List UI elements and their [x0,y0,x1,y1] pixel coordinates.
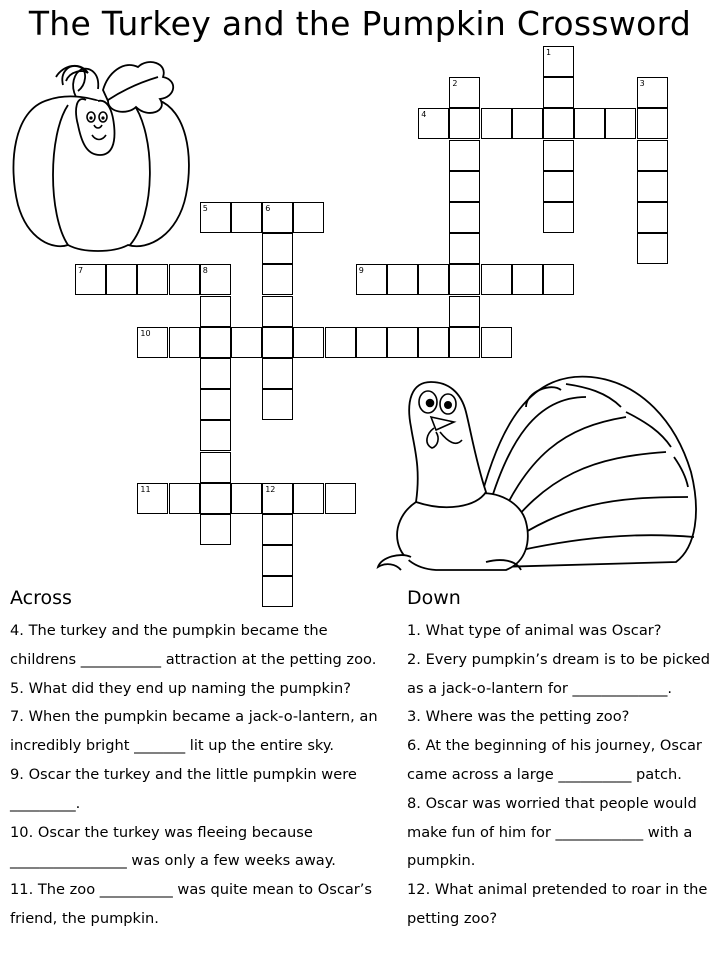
grid-cell[interactable] [262,389,293,420]
across-clue: 9. Oscar the turkey and the little pumpkin were _________. [10,765,357,812]
down-clue: 1. What type of animal was Oscar? [407,622,662,639]
grid-cell[interactable] [543,77,574,108]
grid-cell[interactable] [200,452,231,483]
grid-cell[interactable] [543,171,574,202]
across-clue: 11. The zoo __________ was quite mean to Oscar’s friend, the pumpkin. [10,881,373,927]
grid-cell[interactable] [418,327,449,358]
grid-cell[interactable] [106,264,137,295]
clue-number: 2 [452,79,458,89]
grid-cell[interactable] [231,202,262,233]
grid-cell[interactable] [449,327,480,358]
grid-cell[interactable] [262,296,293,327]
grid-cell[interactable] [200,514,231,545]
grid-cell[interactable] [481,108,512,139]
grid-cell[interactable] [574,108,605,139]
grid-cell[interactable] [262,514,293,545]
grid-cell[interactable] [543,264,574,295]
grid-cell[interactable] [543,140,574,171]
grid-cell[interactable] [200,296,231,327]
across-clue: 5. What did they end up naming the pumpkin? [10,679,351,697]
grid-cell[interactable] [169,327,200,358]
grid-cell[interactable] [200,483,231,514]
grid-cell[interactable] [262,545,293,576]
clue-number: 3 [639,79,645,89]
grid-cell[interactable] [231,483,262,514]
grid-cell[interactable] [637,140,668,171]
clue-number: 4 [421,110,427,120]
grid-cell[interactable] [356,327,387,358]
grid-cell[interactable] [543,202,574,233]
grid-cell[interactable] [293,202,324,233]
grid-cell[interactable] [262,576,293,607]
grid-cell[interactable] [325,327,356,358]
clue-number: 6 [265,204,271,213]
grid-cell[interactable] [293,327,324,358]
grid-cell[interactable] [449,171,480,202]
grid-cell[interactable] [449,140,480,171]
grid-cell[interactable] [449,264,480,295]
grid-cell[interactable] [200,358,231,389]
down-clue: 8. Oscar was worried that people would make fun of him for ____________ with a pumpkin. [407,794,697,870]
across-clues [10,617,385,934]
down-clue: 6. At the beginning of his journey, Oscar came across a large __________ patch. [407,737,702,783]
across-heading: Across [10,587,72,609]
down-clue: 3. Where was the petting zoo? [407,708,630,726]
grid-cell[interactable] [449,296,480,327]
across-clue: 10. Oscar the turkey was fleeing because ________________ was only a few weeks away. [10,823,336,870]
grid-cell[interactable] [200,389,231,420]
grid-cell[interactable] [200,327,231,358]
clue-number: 11 [140,484,151,494]
grid-cell[interactable] [481,264,512,295]
clue-number: 10 [140,328,151,338]
clue-number: 8 [202,266,208,276]
grid-cell[interactable] [449,202,480,233]
clue-number: 5 [202,204,208,213]
grid-cell[interactable] [325,483,356,514]
across-clue: 4. The turkey and the pumpkin became the childrens ___________ attraction at the petting zoo. [10,622,377,668]
grid-cell[interactable] [293,483,324,514]
grid-cell[interactable] [262,264,293,295]
page-title: The Turkey and the Pumpkin Crossword [28,4,692,43]
grid-cell[interactable] [605,108,636,139]
grid-cell[interactable] [231,327,262,358]
grid-cell[interactable] [637,202,668,233]
across-clue: 7. When the pumpkin became a jack-o-lantern, an incredibly bright _______ lit up the entire sky. [10,708,378,755]
grid-cell[interactable] [418,264,449,295]
grid-cell[interactable] [387,327,418,358]
grid-cell[interactable] [543,108,574,139]
grid-cell[interactable] [387,264,418,295]
grid-cell[interactable] [481,327,512,358]
clue-number: 7 [78,266,84,276]
grid-cell[interactable] [169,264,200,295]
clue-number: 9 [358,266,364,276]
pumpkin-illustration [8,55,193,255]
down-heading: Down [407,587,461,609]
grid-cell[interactable] [262,358,293,389]
clue-number: 12 [265,484,276,494]
grid-cell[interactable] [512,108,543,139]
down-clues [407,617,715,934]
grid-cell[interactable] [262,327,293,358]
grid-cell[interactable] [637,233,668,264]
grid-cell[interactable] [262,233,293,264]
grid-cell[interactable] [137,264,168,295]
turkey-illustration [376,372,706,584]
down-clue: 12. What animal pretended to roar in the petting zoo? [407,881,708,927]
grid-cell[interactable] [200,420,231,451]
clue-number: 1 [546,48,552,57]
grid-cell[interactable] [637,108,668,139]
down-clue: 2. Every pumpkin’s dream is to be picked as a jack-o-lantern for _____________. [407,650,711,697]
grid-cell[interactable] [169,483,200,514]
grid-cell[interactable] [449,233,480,264]
grid-cell[interactable] [512,264,543,295]
grid-cell[interactable] [449,108,480,139]
grid-cell[interactable] [637,171,668,202]
